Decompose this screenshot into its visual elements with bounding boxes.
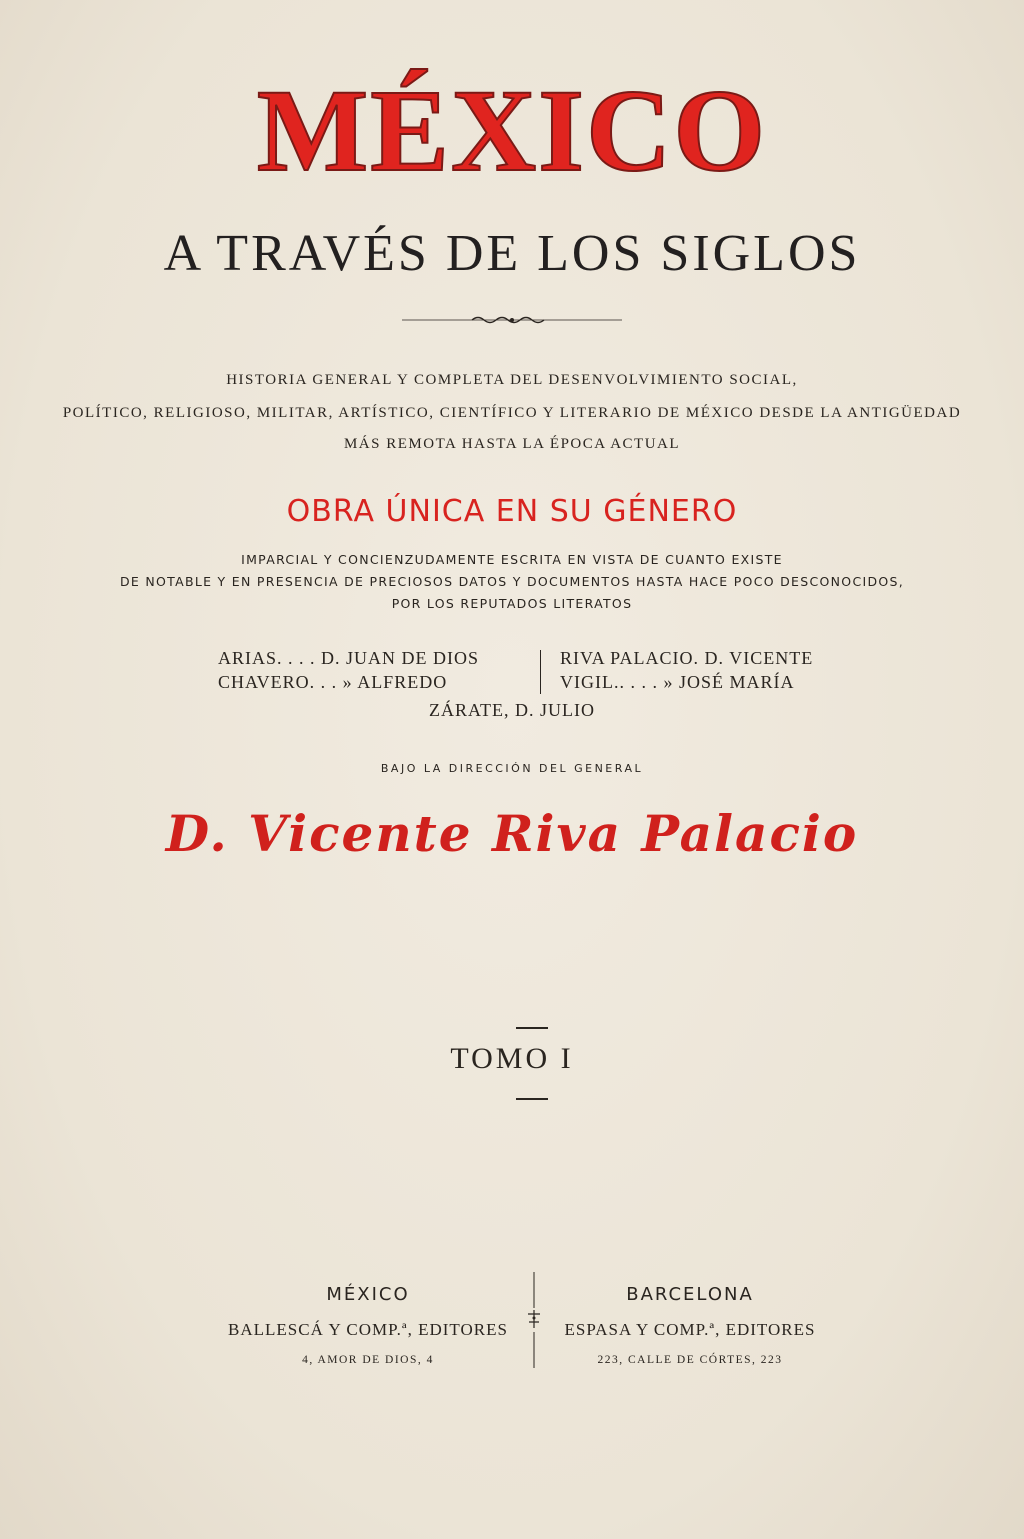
tagline-detail: IMPARCIAL Y CONCIENZUDAMENTE ESCRITA EN VISTA DE CUANTO EXISTE — [241, 552, 783, 567]
author-entry: CHAVERO. . . » ALFREDO — [218, 672, 448, 692]
description-line: MÁS REMOTA HASTA LA ÉPOCA ACTUAL — [343, 436, 681, 452]
description-line: HISTORIA GENERAL Y COMPLETA DEL DESENVOLVIMIENTO SOCIAL, — [226, 372, 798, 388]
description-line: POLÍTICO, RELIGIOSO, MILITAR, ARTÍSTICO, CIENTÍFICO Y LITERARIO DE MÉXICO DESDE LA ANTIGÜEDAD — [62, 405, 962, 421]
tagline: OBRA ÚNICA EN SU GÉNERO — [286, 494, 738, 529]
author-entry: RIVA PALACIO. D. VICENTE — [560, 648, 814, 668]
authors-divider — [540, 650, 541, 694]
volume-rule — [516, 1027, 548, 1029]
publisher-address: 223, CALLE DE CÓRTES, 223 — [597, 1354, 783, 1366]
tagline-detail: POR LOS REPUTADOS LITERATOS — [391, 596, 633, 611]
author-entry: VIGIL.. . . . » JOSÉ MARÍA — [560, 672, 795, 692]
publisher-editor: BALLESCÁ Y COMP.ª, EDITORES — [228, 1320, 508, 1339]
publisher-mexico — [200, 1284, 536, 1374]
publisher-barcelona — [540, 1284, 840, 1374]
publisher-editor: ESPASA Y COMP.ª, EDITORES — [564, 1320, 816, 1339]
publisher-city: MÉXICO — [326, 1284, 410, 1305]
direction-label: BAJO LA DIRECCIÓN DEL GENERAL — [380, 762, 644, 775]
author-entry: ARIAS. . . . D. JUAN DE DIOS — [218, 648, 480, 668]
publisher-city: BARCELONA — [626, 1284, 754, 1305]
book-title: MÉXICO — [256, 65, 768, 196]
director-name: D. Vicente Riva Palacio — [165, 804, 859, 863]
author-entry: ZÁRATE, D. JULIO — [429, 700, 595, 720]
publisher-address: 4, AMOR DE DIOS, 4 — [302, 1354, 434, 1366]
volume-rule — [516, 1098, 548, 1100]
ornament-flourish-icon — [402, 312, 622, 328]
book-subtitle: A TRAVÉS DE LOS SIGLOS — [163, 225, 861, 282]
ornament-rule — [0, 312, 1024, 333]
tagline-detail: DE NOTABLE Y EN PRESENCIA DE PRECIOSOS DATOS Y DOCUMENTOS HASTA HACE POCO DESCONOCIDOS, — [119, 574, 905, 589]
volume-label: TOMO I — [450, 1042, 574, 1075]
